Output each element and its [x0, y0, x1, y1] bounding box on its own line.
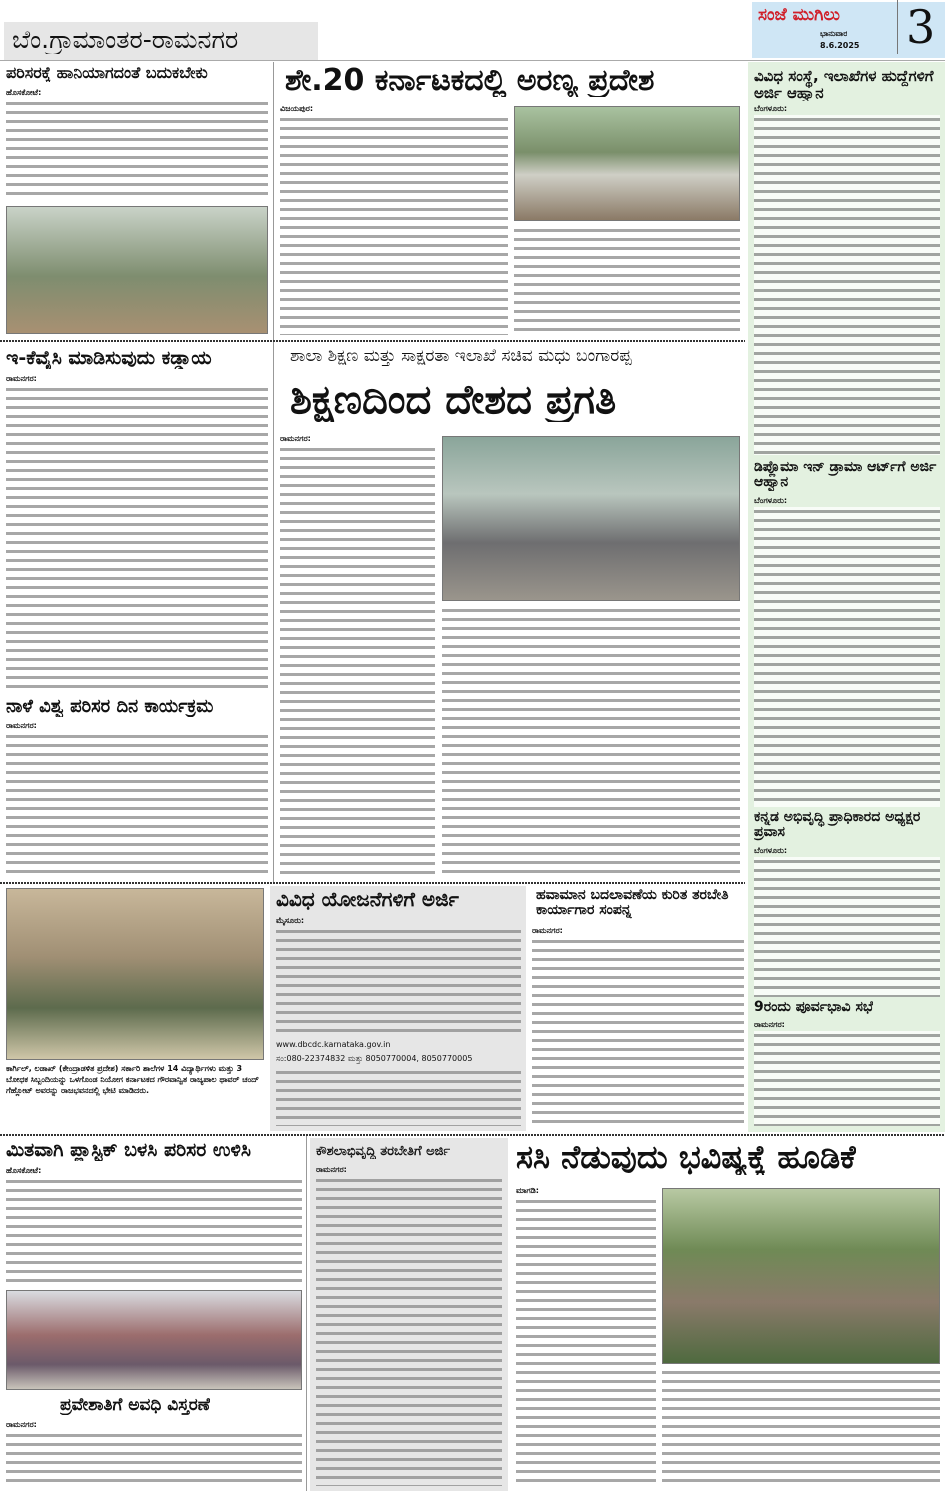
article-title: ವಿವಿಧ ಸಂಸ್ಥೆ, ಇಲಾಖೆಗಳ ಹುದ್ದೆಗಳಿಗೆ ಅರ್ಜಿ ಆಹ್ವಾನ	[754, 68, 934, 101]
article-title: ಇ-ಕೆವೈಸಿ ಮಾಡಿಸುವುದು ಕಡ್ಡಾಯ	[6, 348, 212, 369]
article-kicker: ಶಾಲಾ ಶಿಕ್ಷಣ ಮತ್ತು ಸಾಕ್ಷರತಾ ಇಲಾಖೆ ಸಚಿವ ಮಧು ಬಂಗಾರಪ್ಪ	[290, 347, 632, 366]
article-title: ವಿವಿಧ ಯೋಜನೆಗಳಿಗೆ ಅರ್ಜಿ	[276, 888, 459, 910]
minister-photo	[442, 436, 740, 601]
article-title: ಸಸಿ ನೆಡುವುದು ಭವಿಷ್ಯಕ್ಕೆ ಹೂಡಿಕೆ	[516, 1140, 856, 1176]
article-title: ಕನ್ನಡ ಅಭಿವೃದ್ಧಿ ಪ್ರಾಧಿಕಾರದ ಅಧ್ಯಕ್ಷರ ಪ್ರವಾಸ	[754, 810, 921, 841]
article-body	[662, 1368, 940, 1486]
dateline: ಮಾಗಡಿ:	[516, 1186, 539, 1195]
article-body	[276, 1068, 521, 1126]
dateline: ಮೈಸೂರು:	[276, 916, 305, 925]
article-body	[316, 1176, 502, 1486]
divider	[0, 60, 945, 61]
dateline: ರಾಮನಗರ:	[754, 1020, 785, 1029]
divider	[0, 1134, 945, 1136]
article-body	[280, 445, 435, 877]
group-photo	[6, 206, 268, 334]
photo-caption: ಕಾರ್ಗಿಲ್, ಲಡಾಖ್ (ಕೇಂದ್ರಾಡಳಿತ ಪ್ರದೇಶ) ಸರ್ಕಾರಿ ಶಾಲೆಗಳ 14 ವಿದ್ಯಾರ್ಥಿಗಳು ಮತ್ತು 3 ಬೋಧಕ ಸಿಬ್ಬಂದಿಯನ್ನು ಒಳಗೊಂಡ ನಿಯೋಗ ಕರ್ನಾಟಕದ ಗೌರವಾನ್ವಿತ ರಾಜ್ಯಪಾಲ ಥಾವರ್ ಚಂದ್ ಗೆಹ್ಲೋಟ್ ಅವರನ್ನು ರಾಜಭವನದಲ್ಲಿ ಭೇಟಿ ಮಾಡಿದರು.	[6, 1064, 259, 1095]
article-body	[6, 732, 268, 877]
date: 8.6.2025	[820, 42, 860, 50]
article-body	[514, 226, 740, 336]
article-body	[754, 857, 940, 997]
sapling-planting-photo	[662, 1188, 940, 1364]
article-body	[442, 606, 740, 878]
article-title: ಶೇ.20 ಕರ್ನಾಟಕದಲ್ಲಿ ಅರಣ್ಯ ಪ್ರದೇಶ	[285, 64, 655, 97]
dateline: ರಾಮನಗರ:	[280, 434, 311, 443]
article-body	[754, 507, 940, 807]
article-body	[6, 1431, 302, 1487]
article-body	[516, 1197, 656, 1487]
article-body	[754, 115, 940, 455]
article-title: ಕೌಶಲಾಭಿವೃದ್ಧಿ ತರಬೇತಿಗೆ ಅರ್ಜಿ	[316, 1145, 451, 1159]
dateline: ವಿಜಯಪುರ:	[280, 104, 314, 113]
dateline: ಬೆಂಗಳೂರು:	[754, 846, 788, 855]
article-title: ಪ್ರವೇಶಾತಿಗೆ ಅವಧಿ ವಿಸ್ತರಣೆ	[60, 1396, 211, 1415]
tree-planting-photo	[514, 106, 740, 221]
article-body	[532, 937, 744, 1129]
article-title: ಶಿಕ್ಷಣದಿಂದ ದೇಶದ ಪ್ರಗತಿ	[290, 378, 617, 422]
article-title: ಡಿಪ್ಲೊಮಾ ಇನ್ ಡ್ರಾಮಾ ಆರ್ಟ್‌ಗೆ ಅರ್ಜಿ ಆಹ್ವಾನ	[754, 460, 937, 491]
dateline: ಬೆಂಗಳೂರು:	[754, 104, 788, 113]
dateline: ರಾಮನಗರ:	[6, 721, 37, 730]
article-body	[754, 1031, 940, 1126]
divider	[0, 340, 745, 342]
dateline: ಹೊಸಕೋಟೆ:	[6, 1166, 42, 1175]
dateline: ರಾಮನಗರ:	[6, 1420, 37, 1429]
article-body	[6, 1177, 302, 1285]
event-photo	[6, 1290, 302, 1390]
article-body	[6, 385, 268, 690]
article-title: ಪರಿಸರಕ್ಕೆ ಹಾನಿಯಾಗದಂತೆ ಬದುಕಬೇಕು	[6, 64, 208, 82]
article-body	[276, 927, 521, 1037]
article-title: 9ರಂದು ಪೂರ್ವಭಾವಿ ಸಭೆ	[754, 1000, 874, 1015]
divider	[0, 882, 745, 884]
divider	[273, 62, 274, 882]
dateline: ಹೊಸಕೋಟೆ:	[6, 88, 42, 97]
kargil-students-photo	[6, 888, 264, 1060]
page-number: 3	[897, 0, 935, 54]
section-title: ಬೆಂ.ಗ್ರಾಮಾಂತರ-ರಾಮನಗರ	[12, 26, 239, 54]
article-title: ಹವಾಮಾನ ಬದಲಾವಣೆಯ ಕುರಿತ ತರಬೇತಿ ಕಾರ್ಯಾಗಾರ ಸಂಪನ್ನ	[536, 888, 729, 919]
article-title: ಮಿತವಾಗಿ ಪ್ಲಾಸ್ಟಿಕ್ ಬಳಸಿ ಪರಿಸರ ಉಳಿಸಿ	[6, 1140, 251, 1161]
article-body	[280, 115, 508, 335]
dateline: ರಾಮನಗರ:	[316, 1165, 347, 1174]
dateline: ಬೆಂಗಳೂರು:	[754, 496, 788, 505]
article-title: ನಾಳೆ ವಿಶ್ವ ಪರಿಸರ ದಿನ ಕಾರ್ಯಕ್ರಮ	[6, 697, 214, 717]
day: ಭಾನುವಾರ	[820, 30, 848, 38]
divider	[306, 1136, 307, 1491]
website-link[interactable]: www.dbcdc.karnataka.gov.in	[276, 1040, 391, 1049]
article-body	[6, 99, 268, 201]
logo: ಸಂಜೆ ಮುಗಿಲು	[758, 6, 840, 25]
dateline: ರಾಮನಗರ:	[532, 926, 563, 935]
dateline: ರಾಮನಗರ:	[6, 374, 37, 383]
phone-numbers: ಸಂ:080-22374832 ಮತ್ತು 8050770004, 8050770005	[276, 1054, 473, 1063]
